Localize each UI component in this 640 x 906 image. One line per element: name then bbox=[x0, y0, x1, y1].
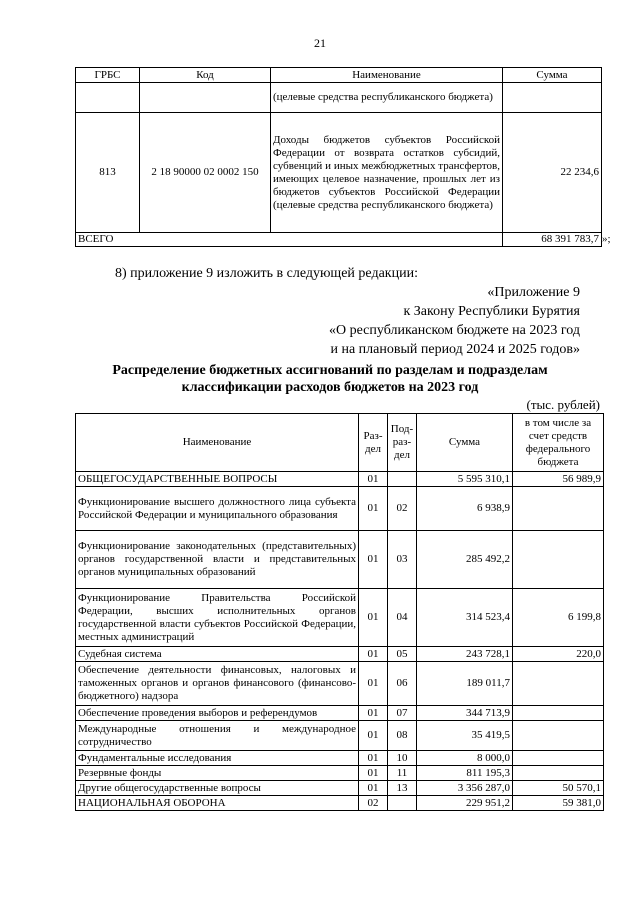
cell-razdel: 01 bbox=[359, 781, 388, 796]
table-row bbox=[76, 472, 604, 487]
cell-name: Функционирование Правительства Российской Федерации, высших исполнительных органов государственной власти субъектов Российской Федерации, местных администраций bbox=[76, 589, 359, 647]
cell-sum: 35 419,5 bbox=[417, 721, 513, 751]
cell-podrazdel bbox=[388, 796, 417, 811]
cell-federal bbox=[513, 721, 604, 751]
cell-name: Резервные фонды bbox=[76, 766, 359, 781]
cell-razdel: 01 bbox=[359, 647, 388, 662]
table-header-row bbox=[76, 414, 604, 472]
cell-podrazdel: 11 bbox=[388, 766, 417, 781]
table-row bbox=[76, 113, 602, 233]
units-label: (тыс. рублей) bbox=[526, 397, 600, 412]
table-row bbox=[76, 589, 604, 647]
revenue-table bbox=[75, 67, 611, 247]
appendix-line-3: «О республиканском бюджете на 2023 год bbox=[329, 323, 580, 338]
cell-grbs: 813 bbox=[76, 113, 140, 233]
cell-code bbox=[140, 83, 271, 113]
table-row bbox=[76, 647, 604, 662]
cell-sum: 6 938,9 bbox=[417, 487, 513, 531]
cell-name: ОБЩЕГОСУДАРСТВЕННЫЕ ВОПРОСЫ bbox=[76, 472, 359, 487]
cell-name: Обеспечение деятельности финансовых, налоговых и таможенных органов и органов финансового (финансово-бюджетного) надзора bbox=[76, 662, 359, 706]
column-header-name: Наименование bbox=[271, 68, 503, 83]
cell-podrazdel: 03 bbox=[388, 531, 417, 589]
cell-federal: 56 989,9 bbox=[513, 472, 604, 487]
table-row bbox=[76, 706, 604, 721]
table-row bbox=[76, 721, 604, 751]
column-header-razdel: Раз-дел bbox=[359, 414, 388, 472]
table-row bbox=[76, 766, 604, 781]
appendix-heading bbox=[329, 283, 580, 359]
appendix-line-2: к Закону Республики Бурятия bbox=[403, 304, 580, 319]
cell-name: Обеспечение проведения выборов и референдумов bbox=[76, 706, 359, 721]
column-header-podrazdel: Под-раз-дел bbox=[388, 414, 417, 472]
column-header-sum: Сумма bbox=[503, 68, 602, 83]
column-header-name: Наименование bbox=[76, 414, 359, 472]
cell-podrazdel: 07 bbox=[388, 706, 417, 721]
cell-podrazdel bbox=[388, 472, 417, 487]
cell-sum bbox=[503, 83, 602, 113]
appendix-line-4: и на плановый период 2024 и 2025 годов» bbox=[330, 342, 580, 357]
table-row bbox=[76, 662, 604, 706]
table-row bbox=[76, 796, 604, 811]
cell-razdel: 01 bbox=[359, 531, 388, 589]
title-line-2: классификации расходов бюджетов на 2023 год bbox=[181, 380, 479, 395]
cell-federal: 6 199,8 bbox=[513, 589, 604, 647]
cell-name: Функционирование высшего должностного лица субъекта Российской Федерации и муниципального образования bbox=[76, 487, 359, 531]
cell-name: Функционирование законодательных (представительных) органов государственной власти и представительных органов муниципальных образований bbox=[76, 531, 359, 589]
cell-name: Другие общегосударственные вопросы bbox=[76, 781, 359, 796]
cell-sum: 189 011,7 bbox=[417, 662, 513, 706]
cell-razdel: 01 bbox=[359, 589, 388, 647]
cell-federal bbox=[513, 531, 604, 589]
table-row bbox=[76, 781, 604, 796]
allocation-table bbox=[75, 413, 604, 811]
cell-grbs bbox=[76, 83, 140, 113]
table-row bbox=[76, 83, 602, 113]
document-title bbox=[60, 362, 600, 396]
total-sum-value: 68 391 783,7 bbox=[541, 233, 599, 245]
column-header-grbs: ГРБС bbox=[76, 68, 140, 83]
cell-podrazdel: 10 bbox=[388, 751, 417, 766]
cell-federal: 50 570,1 bbox=[513, 781, 604, 796]
cell-sum: 5 595 310,1 bbox=[417, 472, 513, 487]
cell-federal bbox=[513, 751, 604, 766]
cell-razdel: 01 bbox=[359, 751, 388, 766]
cell-name: Судебная система bbox=[76, 647, 359, 662]
cell-sum: 811 195,3 bbox=[417, 766, 513, 781]
cell-code: 2 18 90000 02 0002 150 bbox=[140, 113, 271, 233]
cell-sum: 8 000,0 bbox=[417, 751, 513, 766]
cell-name: Доходы бюджетов субъектов Российской Федерации от возврата остатков субсидий, субвенций и иных межбюджетных трансфертов, имеющих целевое назначение, прошлых лет из бюджетов субъектов Российской Федерации (целевые средства республиканского бюджета) bbox=[271, 113, 503, 233]
cell-sum: 3 356 287,0 bbox=[417, 781, 513, 796]
column-header-sum: Сумма bbox=[417, 414, 513, 472]
cell-sum: 285 492,2 bbox=[417, 531, 513, 589]
cell-federal: 59 381,0 bbox=[513, 796, 604, 811]
cell-federal bbox=[513, 706, 604, 721]
cell-podrazdel: 04 bbox=[388, 589, 417, 647]
column-header-federal: в том числе за счет средств федерального бюджета bbox=[513, 414, 604, 472]
cell-sum: 314 523,4 bbox=[417, 589, 513, 647]
cell-sum: 229 951,2 bbox=[417, 796, 513, 811]
column-header-code: Код bbox=[140, 68, 271, 83]
total-row bbox=[76, 233, 602, 247]
table-row bbox=[76, 531, 604, 589]
cell-name: Фундаментальные исследования bbox=[76, 751, 359, 766]
cell-razdel: 01 bbox=[359, 766, 388, 781]
cell-sum: 344 713,9 bbox=[417, 706, 513, 721]
cell-name: НАЦИОНАЛЬНАЯ ОБОРОНА bbox=[76, 796, 359, 811]
cell-razdel: 01 bbox=[359, 487, 388, 531]
cell-razdel: 01 bbox=[359, 662, 388, 706]
cell-federal bbox=[513, 766, 604, 781]
cell-podrazdel: 06 bbox=[388, 662, 417, 706]
cell-razdel: 01 bbox=[359, 472, 388, 487]
total-suffix: »; bbox=[602, 233, 611, 245]
cell-podrazdel: 05 bbox=[388, 647, 417, 662]
cell-sum: 243 728,1 bbox=[417, 647, 513, 662]
cell-name: (целевые средства республиканского бюджета) bbox=[271, 83, 503, 113]
appendix-line-1: «Приложение 9 bbox=[487, 285, 580, 300]
table-row bbox=[76, 487, 604, 531]
cell-federal bbox=[513, 487, 604, 531]
cell-federal bbox=[513, 662, 604, 706]
cell-sum: 22 234,6 bbox=[503, 113, 602, 233]
cell-podrazdel: 02 bbox=[388, 487, 417, 531]
title-line-1: Распределение бюджетных ассигнований по разделам и подразделам bbox=[112, 363, 548, 378]
cell-razdel: 02 bbox=[359, 796, 388, 811]
table-header-row bbox=[76, 68, 602, 83]
cell-podrazdel: 13 bbox=[388, 781, 417, 796]
total-label: ВСЕГО bbox=[76, 233, 503, 247]
instruction-text: 8) приложение 9 изложить в следующей редакции: bbox=[115, 266, 418, 281]
cell-podrazdel: 08 bbox=[388, 721, 417, 751]
cell-name: Международные отношения и международное сотрудничество bbox=[76, 721, 359, 751]
page-number: 21 bbox=[314, 36, 326, 50]
cell-razdel: 01 bbox=[359, 721, 388, 751]
table-row bbox=[76, 751, 604, 766]
total-sum bbox=[503, 233, 611, 247]
cell-federal: 220,0 bbox=[513, 647, 604, 662]
cell-razdel: 01 bbox=[359, 706, 388, 721]
